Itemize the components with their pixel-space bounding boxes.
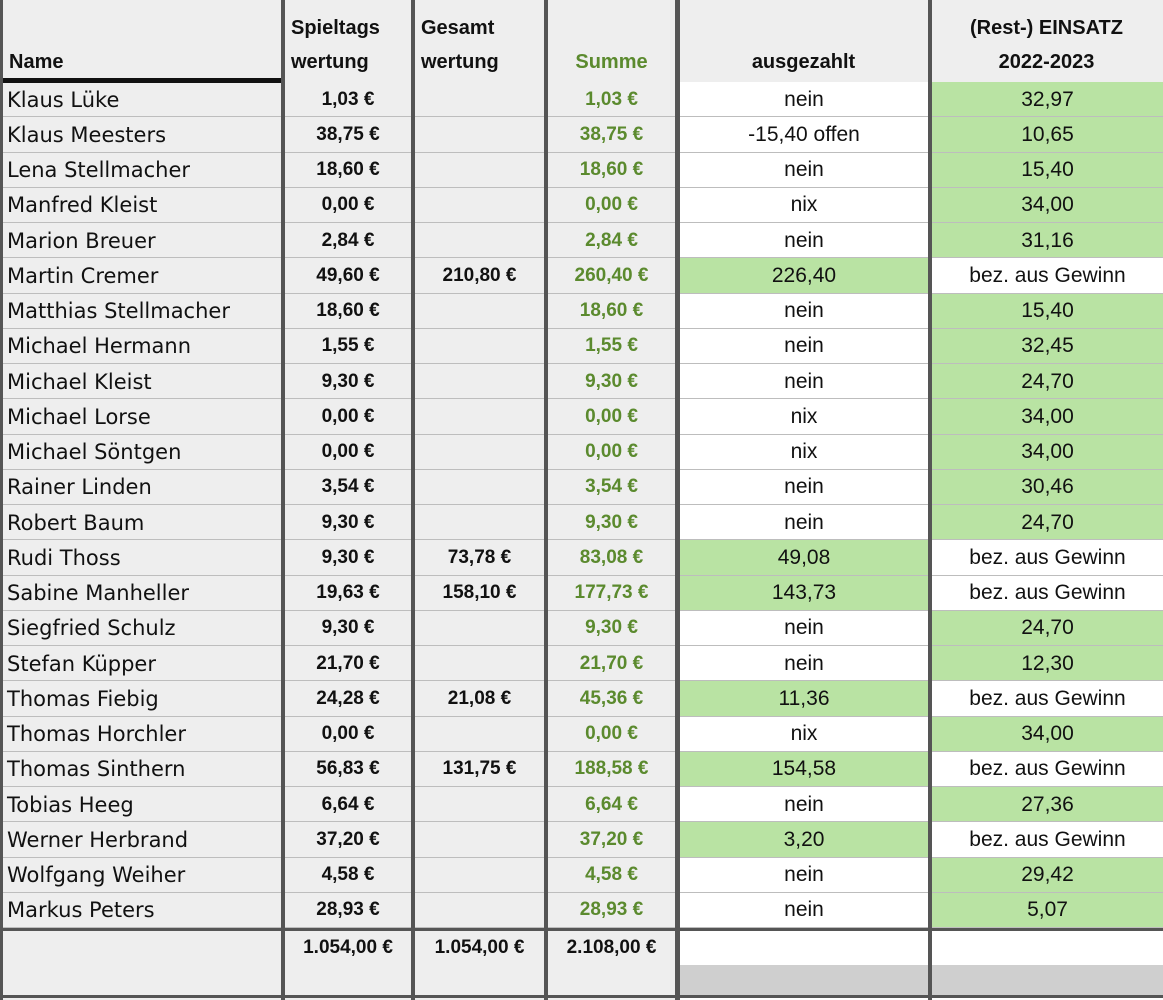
spieltag-cell: 9,30 € [321,511,375,533]
divider-1 [281,0,285,1000]
gesamt-cell [415,435,544,470]
spieltag-cell: 0,00 € [321,405,375,427]
spieltag-cell: 0,00 € [321,723,375,745]
summe-cell: 0,00 € [585,194,638,216]
spieltag-cell: 3,54 € [321,476,375,498]
einsatz-cell: 24,70 [932,505,1163,540]
spieltag-cell: 37,20 € [316,828,380,850]
ausgezahlt-cell: 49,08 [680,540,928,575]
name-cell: Rudi Thoss [7,545,121,570]
einsatz-cell: 12,30 [932,646,1163,681]
einsatz-cell: bez. aus Gewinn [932,752,1163,787]
name-cell: Rainer Linden [7,475,152,500]
name-cell: Robert Baum [7,510,145,535]
name-cell: Klaus Lüke [7,87,120,112]
spieltag-cell: 19,63 € [316,582,380,604]
spieltag-cell: 18,60 € [316,159,380,181]
ausgezahlt-cell: nein [680,294,928,329]
summe-cell: 18,60 € [579,159,644,181]
summe-cell: 1,03 € [585,88,638,110]
spieltag-cell: 9,30 € [321,546,375,568]
ausgezahlt-total-bg [677,930,930,965]
ausgezahlt-cell: nein [680,470,928,505]
ausgezahlt-cell: nein [680,329,928,364]
total-summe: 2.108,00 € [566,936,657,958]
gesamt-cell [415,294,544,329]
gesamt-cell: 210,80 € [442,264,517,286]
divider-left [0,0,3,1000]
spieltag-cell: 9,30 € [321,617,375,639]
ausgezahlt-cell: 154,58 [680,752,928,787]
einsatz-cell: 24,70 [932,611,1163,646]
summe-cell: 37,20 € [579,828,644,850]
ausgezahlt-cell: nein [680,82,928,117]
summe-cell: 177,73 € [574,582,649,604]
header-gesamt-line2: wertung [421,51,499,73]
einsatz-cell: bez. aus Gewinn [932,540,1163,575]
gesamt-cell [415,822,544,857]
gesamt-cell [415,153,544,188]
ausgezahlt-cell: 11,36 [680,681,928,716]
gesamt-cell [415,117,544,152]
header-gesamt-line1: Gesamt [421,17,495,39]
divider-4 [675,0,680,1000]
spieltag-cell: 1,55 € [321,335,375,357]
einsatz-cell: 34,00 [932,188,1163,223]
spieltag-cell: 38,75 € [316,123,380,145]
ausgezahlt-cell: nein [680,223,928,258]
gesamt-cell: 158,10 € [442,582,517,604]
spieltag-cell: 0,00 € [321,441,375,463]
summe-cell: 3,54 € [585,476,638,498]
name-cell: Lena Stellmacher [7,158,190,183]
gesamt-cell [415,611,544,646]
name-cell: Michael Lorse [7,404,151,429]
einsatz-cell: 34,00 [932,435,1163,470]
totals-top-rule [0,928,1163,931]
name-cell: Michael Söntgen [7,440,182,465]
einsatz-cell: 27,36 [932,787,1163,822]
name-cell: Thomas Horchler [7,722,186,747]
spieltag-cell: 9,30 € [321,370,375,392]
gesamt-cell [415,717,544,752]
gesamt-cell [415,787,544,822]
spieltag-cell: 1,03 € [321,88,375,110]
summe-cell: 45,36 € [579,687,644,709]
summe-cell: 0,00 € [585,405,638,427]
summe-cell: 83,08 € [579,546,644,568]
gesamt-cell: 21,08 € [447,687,512,709]
einsatz-cell: 32,97 [932,82,1163,117]
header-einsatz-line2: 2022-2023 [998,51,1095,73]
ausgezahlt-cell: -15,40 offen [680,117,928,152]
spieltag-cell: 0,00 € [321,194,375,216]
bottom-rule [0,995,1163,998]
name-cell: Tobias Heeg [7,792,134,817]
ausgezahlt-cell: 3,20 [680,822,928,857]
name-cell: Martin Cremer [7,263,159,288]
divider-2 [411,0,415,1000]
ausgezahlt-cell: nix [680,188,928,223]
summe-cell: 0,00 € [585,723,638,745]
ausgezahlt-cell: nix [680,717,928,752]
gesamt-cell [415,188,544,223]
name-cell: Sabine Manheller [7,581,190,606]
divider-3 [544,0,548,1000]
summe-cell: 2,84 € [585,229,638,251]
spieltag-cell: 49,60 € [316,264,380,286]
spieltag-cell: 6,64 € [321,793,375,815]
ausgezahlt-cell: nein [680,893,928,928]
einsatz-cell: 15,40 [932,294,1163,329]
ausgezahlt-cell: nein [680,611,928,646]
gesamt-cell [415,858,544,893]
einsatz-cell: 24,70 [932,364,1163,399]
name-cell: Wolfgang Weiher [7,863,186,888]
einsatz-cell: bez. aus Gewinn [932,822,1163,857]
gesamt-cell: 131,75 € [442,758,517,780]
summe-cell: 38,75 € [579,123,644,145]
name-cell: Stefan Küpper [7,651,156,676]
gesamt-cell [415,223,544,258]
ausgezahlt-cell: nix [680,435,928,470]
einsatz-cell: bez. aus Gewinn [932,258,1163,293]
header-summe: Summe [575,51,648,73]
gesamt-cell [415,329,544,364]
gesamt-cell [415,893,544,928]
ausgezahlt-cell: 226,40 [680,258,928,293]
einsatz-cell: 32,45 [932,329,1163,364]
ausgezahlt-cell: nein [680,364,928,399]
gesamt-cell [415,470,544,505]
name-cell: Marion Breuer [7,228,156,253]
spieltag-cell: 18,60 € [316,300,380,322]
name-cell: Markus Peters [7,898,155,923]
einsatz-cell: bez. aus Gewinn [932,681,1163,716]
summe-cell: 0,00 € [585,441,638,463]
ausgezahlt-cell: nein [680,787,928,822]
einsatz-cell: 31,16 [932,223,1163,258]
summe-cell: 28,93 € [579,899,644,921]
header-name: Name [9,51,64,73]
summe-cell: 9,30 € [585,370,638,392]
summe-cell: 4,58 € [585,864,638,886]
spieltag-cell: 4,58 € [321,864,375,886]
name-cell: Siegfried Schulz [7,616,176,641]
spieltag-cell: 21,70 € [316,652,380,674]
summe-cell: 6,64 € [585,793,638,815]
spieltag-cell: 28,93 € [316,899,380,921]
summe-cell: 18,60 € [579,300,644,322]
einsatz-cell: 34,00 [932,399,1163,434]
spieltag-cell: 24,28 € [316,687,380,709]
einsatz-cell: 30,46 [932,470,1163,505]
header-spieltag-line2: wertung [291,51,369,73]
gesamt-cell [415,364,544,399]
name-cell: Michael Hermann [7,334,192,359]
spieltag-cell: 56,83 € [316,758,380,780]
summe-cell: 21,70 € [579,652,644,674]
spieltag-cell: 2,84 € [321,229,375,251]
summe-cell: 9,30 € [585,617,638,639]
einsatz-total-bg [930,930,1163,965]
gesamt-cell [415,646,544,681]
summe-cell: 260,40 € [574,264,649,286]
ausgezahlt-cell: nix [680,399,928,434]
header-spieltag-line1: Spieltags [291,17,380,39]
name-cell: Klaus Meesters [7,122,167,147]
name-cell: Werner Herbrand [7,827,189,852]
summe-cell: 188,58 € [574,758,649,780]
name-cell: Matthias Stellmacher [7,299,230,324]
ausgezahlt-cell: nein [680,153,928,188]
divider-5 [928,0,932,1000]
ausgezahlt-cell: nein [680,505,928,540]
name-cell: Manfred Kleist [7,193,158,218]
einsatz-cell: 10,65 [932,117,1163,152]
name-cell: Michael Kleist [7,369,152,394]
footer-strip [677,965,1163,995]
gesamt-cell: 73,78 € [447,546,512,568]
gesamt-cell [415,82,544,117]
gesamt-cell [415,505,544,540]
name-cell: Thomas Sinthern [7,757,186,782]
summe-cell: 1,55 € [585,335,638,357]
ausgezahlt-cell: nein [680,858,928,893]
einsatz-cell: 15,40 [932,153,1163,188]
gesamt-cell [415,399,544,434]
einsatz-cell: 34,00 [932,717,1163,752]
einsatz-cell: 29,42 [932,858,1163,893]
name-cell: Thomas Fiebig [7,686,159,711]
ausgezahlt-cell: nein [680,646,928,681]
einsatz-cell: bez. aus Gewinn [932,576,1163,611]
header-einsatz-line1: (Rest-) EINSATZ [970,17,1123,39]
total-gesamt: 1.054,00 € [434,936,525,958]
header-ausgezahlt: ausgezahlt [751,51,856,73]
einsatz-cell: 5,07 [932,893,1163,928]
ausgezahlt-cell: 143,73 [680,576,928,611]
summe-cell: 9,30 € [585,511,638,533]
total-spieltag: 1.054,00 € [303,936,393,958]
